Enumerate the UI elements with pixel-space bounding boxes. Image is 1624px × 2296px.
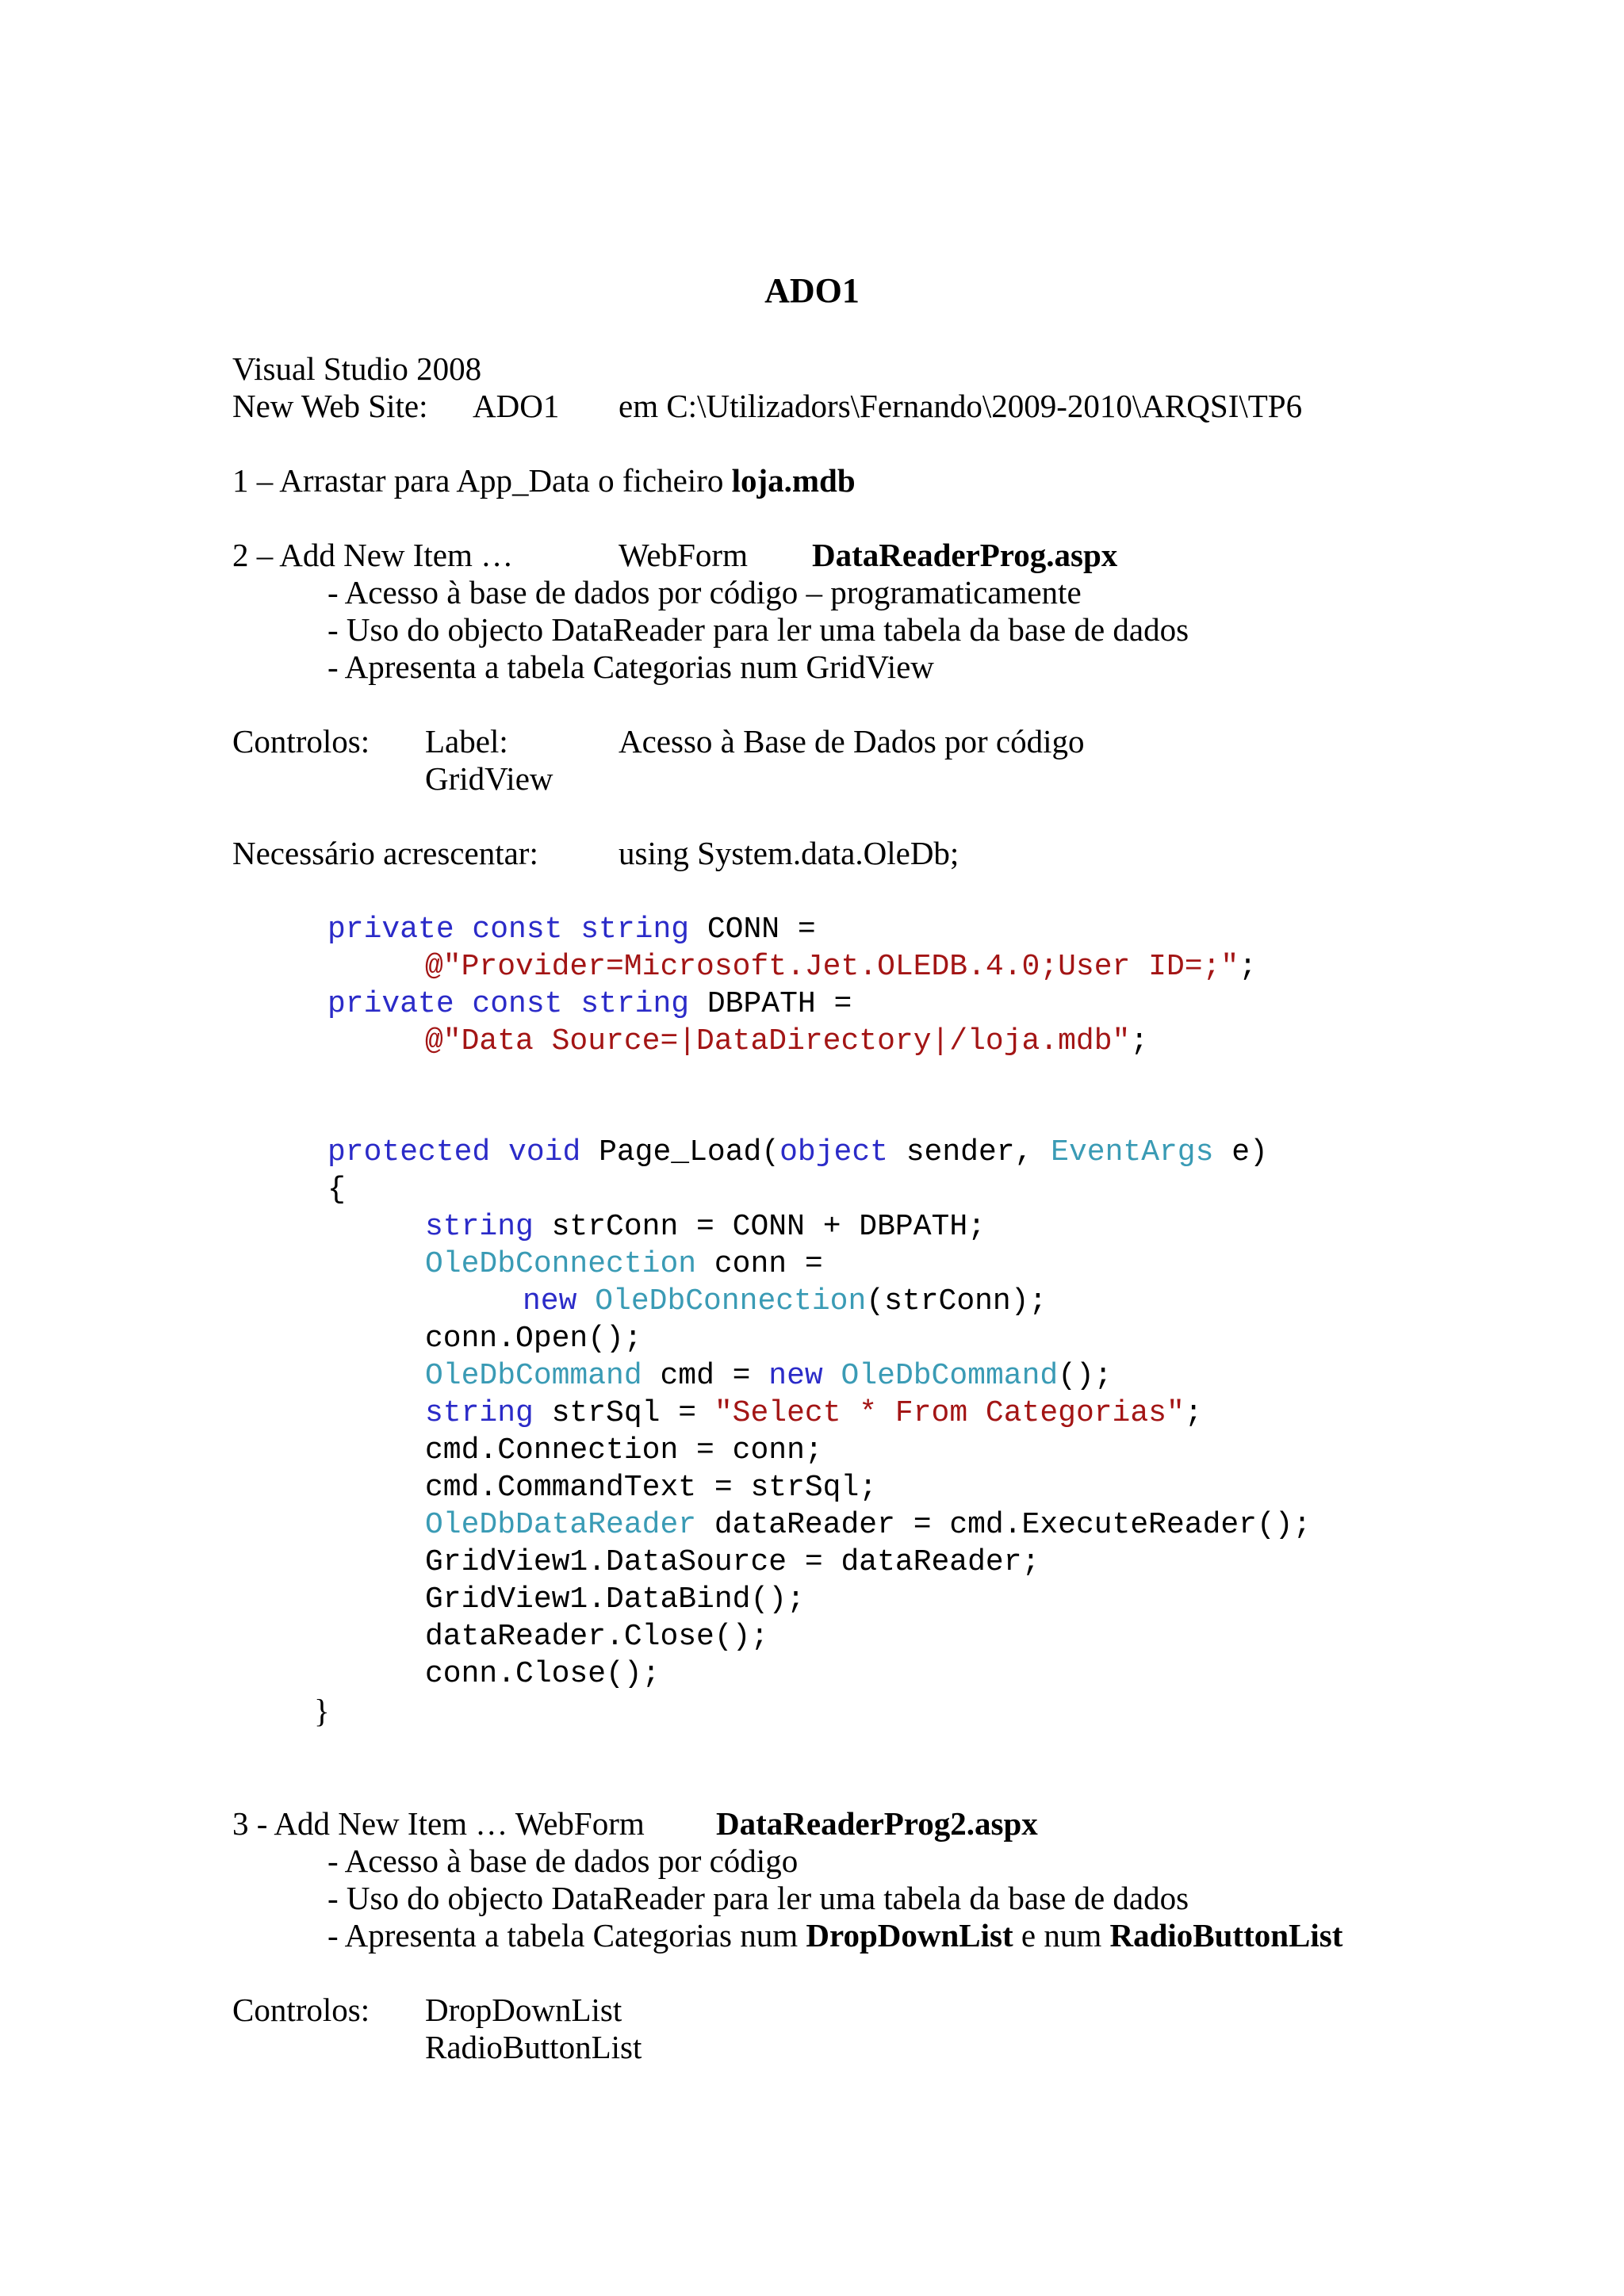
page-title: ADO1	[764, 271, 860, 310]
code-line-dbpath-value: @"Data Source=|DataDirectory|/loja.mdb";	[425, 1024, 1149, 1058]
step3-text: 3 - Add New Item … WebForm	[232, 1805, 645, 1842]
step3-bullet-1: - Acesso à base de dados por código	[327, 1843, 799, 1879]
step1-file: loja.mdb	[731, 462, 856, 499]
controls-label: Controlos:	[232, 723, 370, 760]
code-line: conn.Close();	[425, 1657, 661, 1691]
step3-file: DataReaderProg2.aspx	[716, 1805, 1038, 1842]
code-line: GridView1.DataSource = dataReader;	[425, 1545, 1040, 1579]
code-line: conn.Open();	[425, 1322, 642, 1356]
code-line: string strConn = CONN + DBPATH;	[425, 1210, 986, 1244]
step1-text: 1 – Arrastar para App_Data o ficheiro	[232, 462, 732, 499]
new-web-site-name: ADO1	[473, 388, 560, 424]
code-line: OleDbDataReader dataReader = cmd.ExecuteReader();	[425, 1508, 1312, 1542]
step1-line	[232, 462, 856, 499]
step2-text: 2 – Add New Item …	[232, 537, 514, 573]
control-label-text: Acesso à Base de Dados por código	[619, 723, 1085, 760]
step3-bullet-2: - Uso do objecto DataReader para ler uma tabela da base de dados	[327, 1880, 1189, 1916]
code-line: string strSql = "Select * From Categorias";	[425, 1396, 1203, 1430]
required-label: Necessário acrescentar:	[232, 835, 538, 871]
new-web-site-label: New Web Site:	[232, 388, 428, 424]
control-gridview: GridView	[425, 760, 553, 797]
code-line: GridView1.DataBind();	[425, 1582, 805, 1617]
step2-bullet-2: - Uso do objecto DataReader para ler uma tabela da base de dados	[327, 611, 1189, 648]
new-web-site-path: em C:\Utilizadors\Fernando\2009-2010\ARQSI\TP6	[619, 388, 1303, 424]
control-label-type: Label:	[425, 723, 508, 760]
code-line: new OleDbConnection(strConn);	[523, 1284, 1048, 1318]
code-line-conn-value: @"Provider=Microsoft.Jet.OLEDB.4.0;User ID=;";	[425, 950, 1257, 984]
step3-control-radiobuttonlist: RadioButtonList	[425, 2029, 642, 2065]
step3-control-dropdownlist: DropDownList	[425, 1992, 622, 2028]
code-method-signature: protected void Page_Load(object sender, EventArgs e)	[327, 1135, 1268, 1169]
required-value: using System.data.OleDb;	[619, 835, 959, 871]
intro-line: Visual Studio 2008	[232, 350, 482, 387]
code-line: cmd.CommandText = strSql;	[425, 1471, 878, 1505]
step2-type: WebForm	[619, 537, 748, 573]
step2-file: DataReaderProg.aspx	[812, 537, 1118, 573]
code-line-dbpath: private const string DBPATH =	[327, 987, 852, 1021]
code-open-brace: {	[327, 1173, 346, 1207]
code-close-brace: }	[314, 1693, 330, 1729]
code-line: OleDbCommand cmd = new OleDbCommand();	[425, 1359, 1113, 1393]
step2-bullet-1: - Acesso à base de dados por código – programaticamente	[327, 574, 1082, 610]
step2-bullet-3: - Apresenta a tabela Categorias num GridView	[327, 649, 934, 685]
step3-controls-label: Controlos:	[232, 1992, 370, 2028]
code-line: cmd.Connection = conn;	[425, 1433, 823, 1468]
code-line: dataReader.Close();	[425, 1620, 769, 1654]
code-line-conn: private const string CONN =	[327, 913, 816, 947]
step3-bullet-3: - Apresenta a tabela Categorias num DropDownList e num RadioButtonList	[327, 1917, 1343, 1954]
code-line: OleDbConnection conn =	[425, 1247, 823, 1281]
